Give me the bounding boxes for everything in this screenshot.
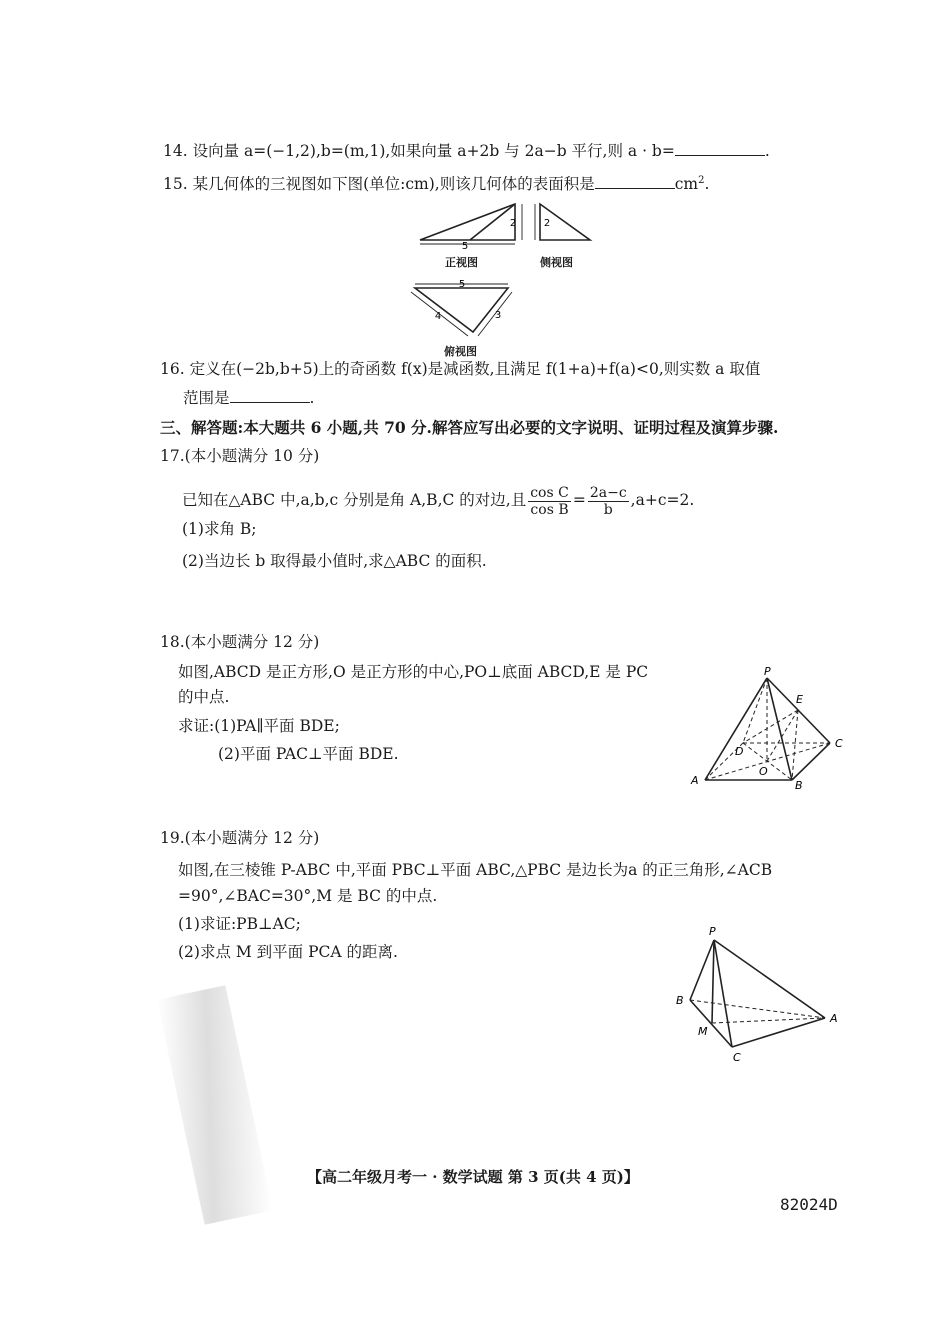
q19-part2: (2)求点 M 到平面 PCA 的距离. (178, 943, 398, 961)
q18-part2: (2)平面 PAC⊥平面 BDE. (218, 745, 399, 763)
q18-label-O: O (759, 765, 768, 778)
section3-header: 三、解答题:本大题共 6 小题,共 70 分.解答应写出必要的文字说明、证明过程及演算步骤. (160, 418, 779, 437)
q18-pyramid-figure (685, 663, 855, 793)
top-view-caption: 俯视图 (444, 345, 477, 358)
q18-line2: 的中点. (178, 688, 230, 706)
q15-line (163, 171, 709, 194)
q15-unit: cm (674, 175, 699, 194)
q17-given (182, 482, 694, 518)
q17-equals: = (572, 491, 586, 509)
front-view-shape (420, 204, 522, 244)
scan-smudge (157, 985, 273, 1225)
q14-text: 14. 设向量 a=(−1,2),b=(m,1),如果向量 a+2b 与 2a−b 平行,则 a · b= (163, 142, 675, 160)
q16-line2 (183, 388, 314, 408)
q17-given-post: ,a+c=2. (630, 491, 695, 509)
q14-answer-blank[interactable] (675, 141, 765, 156)
q18-label-E: E (796, 693, 803, 706)
q19-part1: (1)求证:PB⊥AC; (178, 915, 301, 933)
q17-fraction-cos (528, 485, 571, 518)
top-width-dim: 5 (458, 279, 466, 290)
q18-label-B: B (795, 779, 803, 792)
q17-fraction-sides (588, 485, 629, 518)
q15-answer-blank[interactable] (595, 174, 675, 189)
q18-label-A: A (691, 774, 699, 787)
top-right-dim: 3 (494, 310, 502, 321)
q17-frac2-num: 2a−c (589, 484, 627, 501)
exam-code: 82024D (780, 1195, 838, 1214)
page-footer: 【高二年级月考一 · 数学试题 第 3 页(共 4 页)】 (307, 1168, 639, 1186)
q18-label-C: C (835, 737, 843, 750)
q17-frac2-den: b (603, 501, 613, 518)
q19-tetrahedron-figure (672, 925, 842, 1065)
side-view-caption: 侧视图 (540, 256, 573, 269)
q19-title: 19.(本小题满分 12 分) (160, 829, 320, 847)
q15-text: 15. 某几何体的三视图如下图(单位:cm),则该几何体的表面积是 (163, 175, 595, 194)
q17-part1: (1)求角 B; (182, 520, 257, 538)
q19-label-A: A (830, 1012, 838, 1025)
side-height-dim: 2 (543, 218, 551, 229)
front-width-dim: 5 (461, 241, 469, 252)
front-height-dim: 2 (509, 218, 517, 229)
front-view-caption: 正视图 (445, 256, 478, 269)
q17-part2: (2)当边长 b 取得最小值时,求△ABC 的面积. (182, 552, 487, 570)
q15-end: . (704, 175, 710, 194)
q19-label-C: C (733, 1051, 741, 1064)
q17-frac1-den: cos B (530, 501, 569, 518)
q18-label-D: D (735, 745, 744, 758)
q19-label-B: B (676, 994, 684, 1007)
q16-line1: 16. 定义在(−2b,b+5)上的奇函数 f(x)是减函数,且满足 f(1+a)+f(a)<0,则实数 a 取值 (160, 360, 761, 378)
q18-line1: 如图,ABCD 是正方形,O 是正方形的中心,PO⊥底面 ABCD,E 是 PC (178, 663, 649, 681)
q18-part1: 求证:(1)PA∥平面 BDE; (178, 717, 340, 735)
q17-frac1-num: cos C (530, 484, 569, 501)
q19-line2: =90°,∠BAC=30°,M 是 BC 的中点. (178, 887, 438, 905)
q18-label-P: P (764, 665, 771, 678)
q14-line (163, 141, 770, 161)
q15-unit-sup: 2 (698, 175, 705, 186)
q19-line1: 如图,在三棱锥 P-ABC 中,平面 PBC⊥平面 ABC,△PBC 是边长为a 的正三角形,∠ACB (178, 861, 773, 879)
q16-answer-blank[interactable] (230, 388, 310, 403)
q19-label-M: M (698, 1025, 708, 1038)
q14-end: . (764, 142, 770, 160)
q17-title: 17.(本小题满分 10 分) (160, 447, 320, 465)
q17-given-pre: 已知在△ABC 中,a,b,c 分别是角 A,B,C 的对边,且 (182, 491, 527, 509)
top-left-dim: 4 (434, 311, 442, 322)
q16-end: . (309, 389, 315, 407)
q16-line2-text: 范围是 (183, 389, 230, 407)
q19-label-P: P (709, 925, 716, 938)
three-view-figure (410, 200, 610, 350)
q18-title: 18.(本小题满分 12 分) (160, 633, 320, 651)
